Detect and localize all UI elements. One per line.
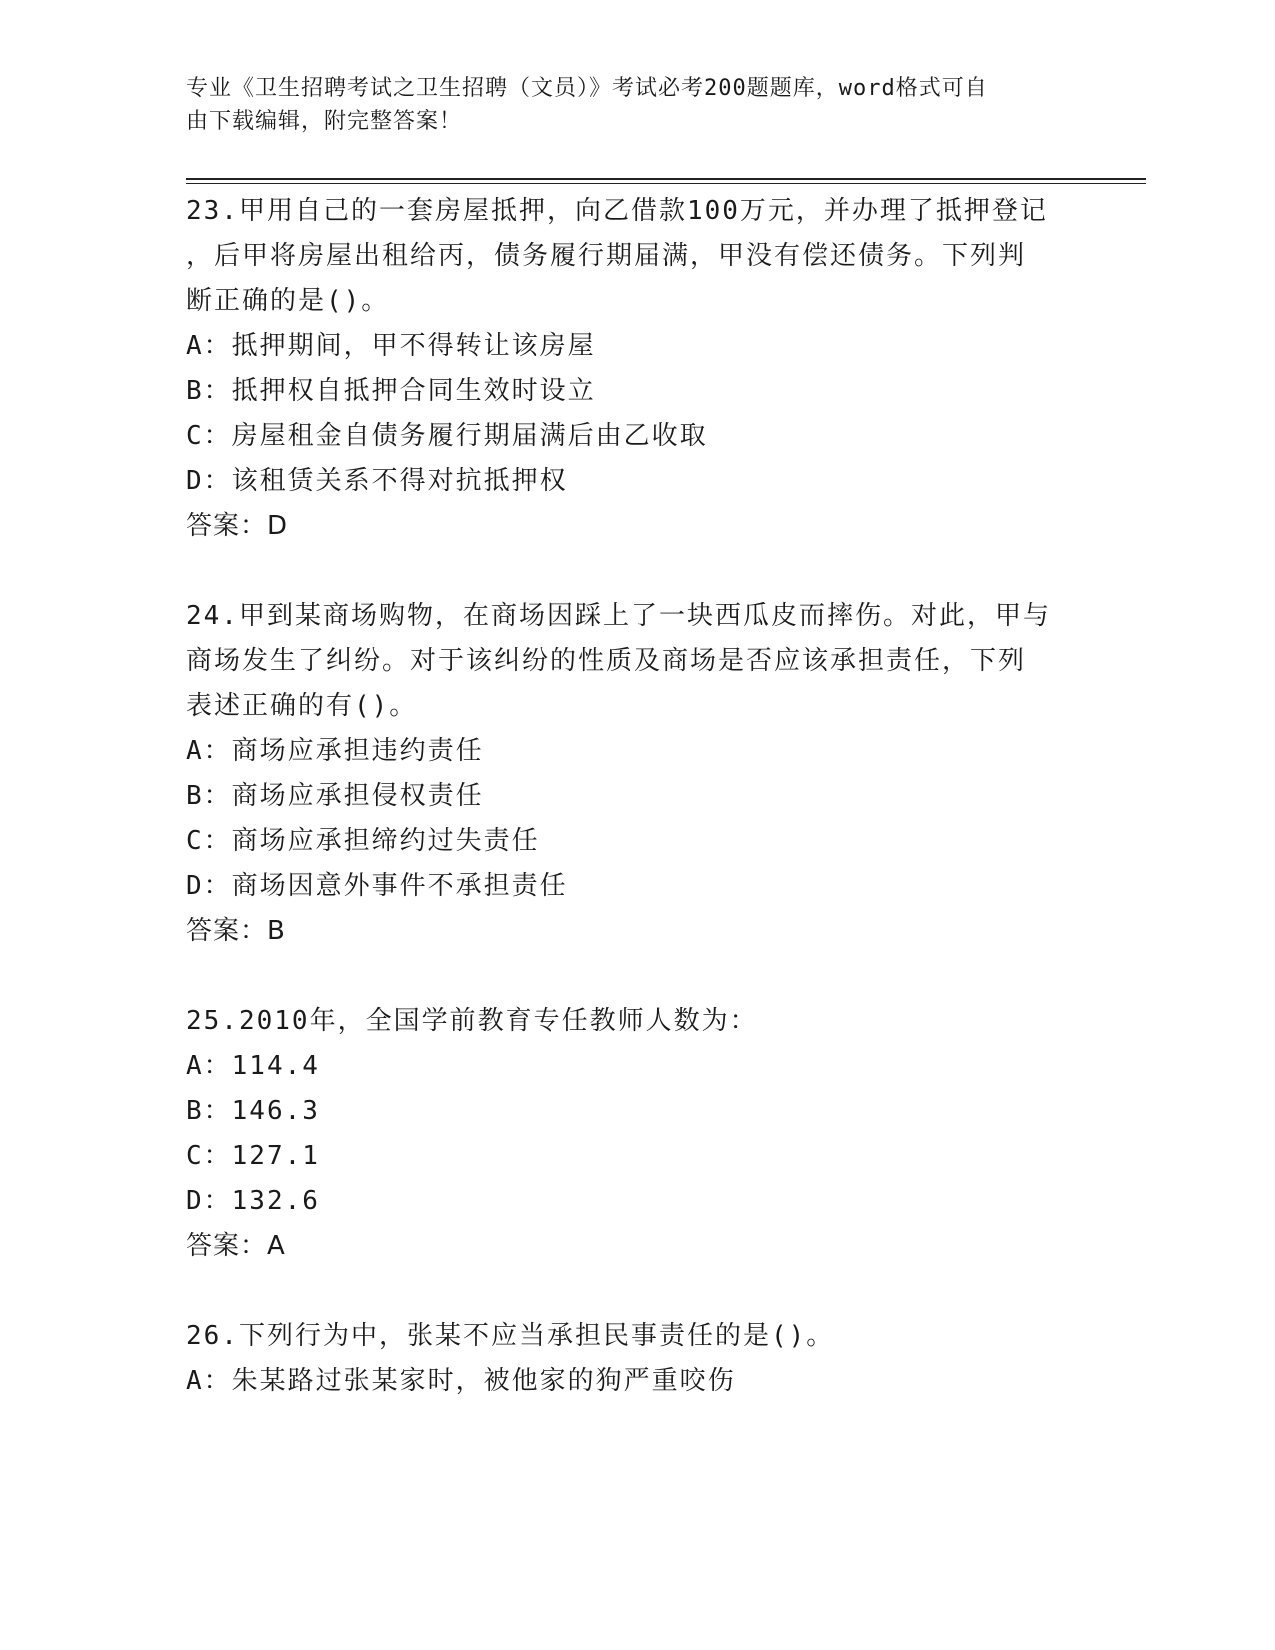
option-b: B：商场应承担侵权责任 xyxy=(186,781,484,811)
header-line-2: 由下载编辑，附完整答案！ xyxy=(186,109,463,134)
header-line-1: 专业《卫生招聘考试之卫生招聘（文员）》考试必考200题题库，word格式可自 xyxy=(186,76,988,101)
question-text-line: 表述正确的有()。 xyxy=(186,691,418,721)
question-text-line: ，后甲将房屋出租给丙，债务履行期届满，甲没有偿还债务。下列判 xyxy=(186,241,1027,271)
header-divider-thin xyxy=(186,183,1146,184)
question-text-line: 24.甲到某商场购物，在商场因踩上了一块西瓜皮而摔伤。对此，甲与 xyxy=(186,601,1051,631)
option-c: C：房屋租金自债务履行期届满后由乙收取 xyxy=(186,421,708,451)
option-c: C：商场应承担缔约过失责任 xyxy=(186,826,540,856)
option-a: A：商场应承担违约责任 xyxy=(186,736,484,766)
answer: 答案：B xyxy=(186,916,286,946)
question-text-line: 23.甲用自己的一套房屋抵押，向乙借款100万元，并办理了抵押登记 xyxy=(186,196,1048,226)
answer: 答案：A xyxy=(186,1231,286,1261)
option-a: A：朱某路过张某家时，被他家的狗严重咬伤 xyxy=(186,1366,736,1396)
option-d: D：商场因意外事件不承担责任 xyxy=(186,871,568,901)
option-a: A：抵押期间，甲不得转让该房屋 xyxy=(186,331,596,361)
question-23 xyxy=(186,189,1086,549)
question-26 xyxy=(186,1314,1086,1404)
question-text-line: 商场发生了纠纷。对于该纠纷的性质及商场是否应该承担责任，下列 xyxy=(186,646,1027,676)
question-list xyxy=(186,189,1086,1449)
answer: 答案：D xyxy=(186,511,289,541)
option-c: C：127.1 xyxy=(186,1141,320,1171)
question-text-line: 断正确的是()。 xyxy=(186,286,390,316)
question-text-line: 26.下列行为中，张某不应当承担民事责任的是()。 xyxy=(186,1321,835,1351)
option-d: D：132.6 xyxy=(186,1186,320,1216)
option-b: B：146.3 xyxy=(186,1096,320,1126)
question-text-line: 25.2010年，全国学前教育专任教师人数为： xyxy=(186,1006,758,1036)
document-header xyxy=(186,72,1076,138)
option-a: A：114.4 xyxy=(186,1051,320,1081)
question-24 xyxy=(186,594,1086,954)
option-b: B：抵押权自抵押合同生效时设立 xyxy=(186,376,596,406)
option-d: D：该租赁关系不得对抗抵押权 xyxy=(186,466,568,496)
header-divider-thick xyxy=(186,178,1146,180)
question-25 xyxy=(186,999,1086,1269)
